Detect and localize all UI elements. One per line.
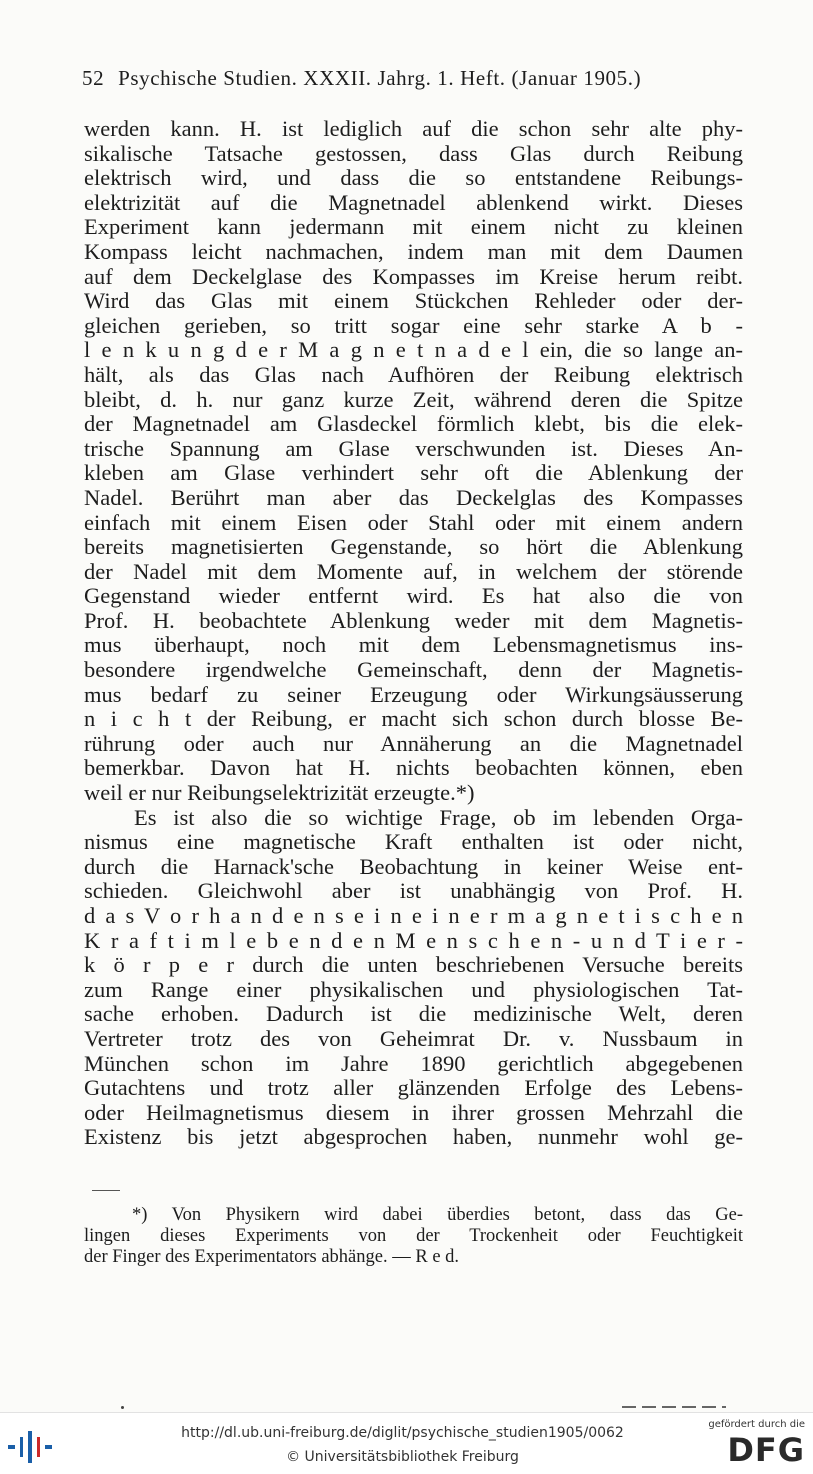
text-line: hält, als das Glas nach Aufhören der Reibung elektrisch xyxy=(84,361,743,387)
text-line: Gegenstand wieder entfernt wird. Es hat also die von xyxy=(84,583,743,609)
text-line: l e n k u n g d e r M a g n e t n a d e l ein, die so lange an- xyxy=(84,337,743,363)
text-line: Prof. H. beobachtete Ablenkung weder mit dem Magnetis- xyxy=(84,607,743,633)
copyright-text: © Universitätsbibliothek Freiburg xyxy=(286,1449,519,1465)
text-line: zum Range einer physikalischen und physiologischen Tat- xyxy=(84,976,743,1002)
text-line: schieden. Gleichwohl aber ist unabhängig von Prof. H. xyxy=(84,878,743,904)
text-line: Wird das Glas mit einem Stückchen Rehleder oder der- xyxy=(84,288,743,314)
text-line: durch die Harnack'sche Beobachtung in keiner Weise ent- xyxy=(84,853,743,879)
dfg-logo: DFG xyxy=(727,1431,805,1469)
text-line: sikalische Tatsache gestossen, dass Glas durch Reibung xyxy=(84,140,743,166)
text-line: k ö r p e r durch die unten beschriebenen Versuche bereits xyxy=(84,952,743,978)
page-mark-dash xyxy=(622,1406,726,1408)
footnote-separator xyxy=(92,1190,120,1191)
text-line: n i c h t der Reibung, er macht sich schon durch blosse Be- xyxy=(84,706,743,732)
text-line: der Magnetnadel am Glasdeckel förmlich klebt, bis die elek- xyxy=(84,411,743,437)
text-line: trische Spannung am Glase verschwunden ist. Dieses An- xyxy=(84,435,743,461)
page-mark-dot xyxy=(121,1406,124,1409)
text-line: bemerkbar. Davon hat H. nichts beobachten können, eben xyxy=(84,755,743,781)
text-line: Nadel. Berührt man aber das Deckelglas des Kompasses xyxy=(84,484,743,510)
text-line: oder Heilmagnetismus diesem in ihrer grossen Mehrzahl die xyxy=(84,1099,743,1125)
text-line: kleben am Glase verhindert sehr oft die Ablenkung der xyxy=(84,460,743,486)
text-line: Existenz bis jetzt abgesprochen haben, nunmehr wohl ge- xyxy=(84,1124,743,1150)
page-number: 52 xyxy=(82,66,105,90)
text-line: weil er nur Reibungselektrizität erzeugte.*) xyxy=(84,780,475,806)
permalink-link[interactable]: http://dl.ub.uni-freiburg.de/diglit/psychische_studien1905/0062 xyxy=(181,1425,624,1441)
text-line: bleibt, d. h. nur ganz kurze Zeit, während deren die Spitze xyxy=(84,386,743,412)
text-line: Kompass leicht nachmachen, indem man mit dem Daumen xyxy=(84,238,743,264)
text-line: rührung oder auch nur Annäherung an die Magnetnadel xyxy=(84,730,743,756)
text-line: besondere irgendwelche Gemeinschaft, denn der Magnetis- xyxy=(84,657,743,683)
text-line: d a s V o r h a n d e n s e i n e i n e r m a g n e t i s c h e n xyxy=(84,903,743,928)
running-header xyxy=(82,66,742,91)
running-title: Psychische Studien. XXXII. Jahrg. 1. Heft. (Januar 1905.) xyxy=(118,66,642,90)
text-line: sache erhoben. Dadurch ist die medizinische Welt, deren xyxy=(84,1001,743,1027)
text-line: Gutachtens und trotz aller glänzenden Erfolge des Lebens- xyxy=(84,1075,743,1101)
text-line: der Nadel mit dem Momente auf, in welchem der störende xyxy=(84,558,743,584)
footnote xyxy=(84,1205,743,1268)
library-logo-icon xyxy=(6,1427,56,1467)
text-line: gleichen gerieben, so tritt sogar eine sehr starke A b - xyxy=(84,312,743,338)
footnote-line: lingen dieses Experiments von der Trockenheit oder Feuchtigkeit xyxy=(84,1226,743,1246)
viewer-footer xyxy=(0,1412,813,1474)
text-line: auf dem Deckelglase des Kompasses im Kreise herum reibt. xyxy=(84,263,743,289)
text-line: München schon im Jahre 1890 gerichtlich abgegebenen xyxy=(84,1050,743,1076)
footnote-line: der Finger des Experimentators abhänge. — R e d. xyxy=(84,1247,460,1267)
text-line: Vertreter trotz des von Geheimrat Dr. v. Nussbaum in xyxy=(84,1025,743,1051)
text-line: werden kann. H. ist lediglich auf die schon sehr alte phy- xyxy=(84,116,743,141)
text-line: Experiment kann jedermann mit einem nicht zu kleinen xyxy=(84,214,743,240)
text-line-paragraph-start: Es ist also die so wichtige Frage, ob im lebenden Orga- xyxy=(134,804,743,830)
footnote-line: *) Von Physikern wird dabei überdies betont, dass das Ge- xyxy=(132,1205,743,1225)
text-line: mus überhaupt, noch mit dem Lebensmagnetismus ins- xyxy=(84,632,743,658)
text-line: nismus eine magnetische Kraft enthalten ist oder nicht, xyxy=(84,829,743,855)
text-line: K r a f t i m l e b e n d e n M e n s c h e n - u n d T i e r - xyxy=(84,927,743,953)
text-line: elektrizität auf die Magnetnadel ablenkend wirkt. Dieses xyxy=(84,189,743,215)
text-line: einfach mit einem Eisen oder Stahl oder mit einem andern xyxy=(84,509,743,535)
text-line: bereits magnetisierten Gegenstande, so hört die Ablenkung xyxy=(84,534,743,560)
text-line: mus bedarf zu seiner Erzeugung oder Wirkungsäusserung xyxy=(84,681,743,707)
dfg-funding-label: gefördert durch die xyxy=(708,1419,805,1430)
text-line: elektrisch wird, und dass die so entstandene Reibungs- xyxy=(84,165,743,191)
body-text xyxy=(84,117,743,1150)
